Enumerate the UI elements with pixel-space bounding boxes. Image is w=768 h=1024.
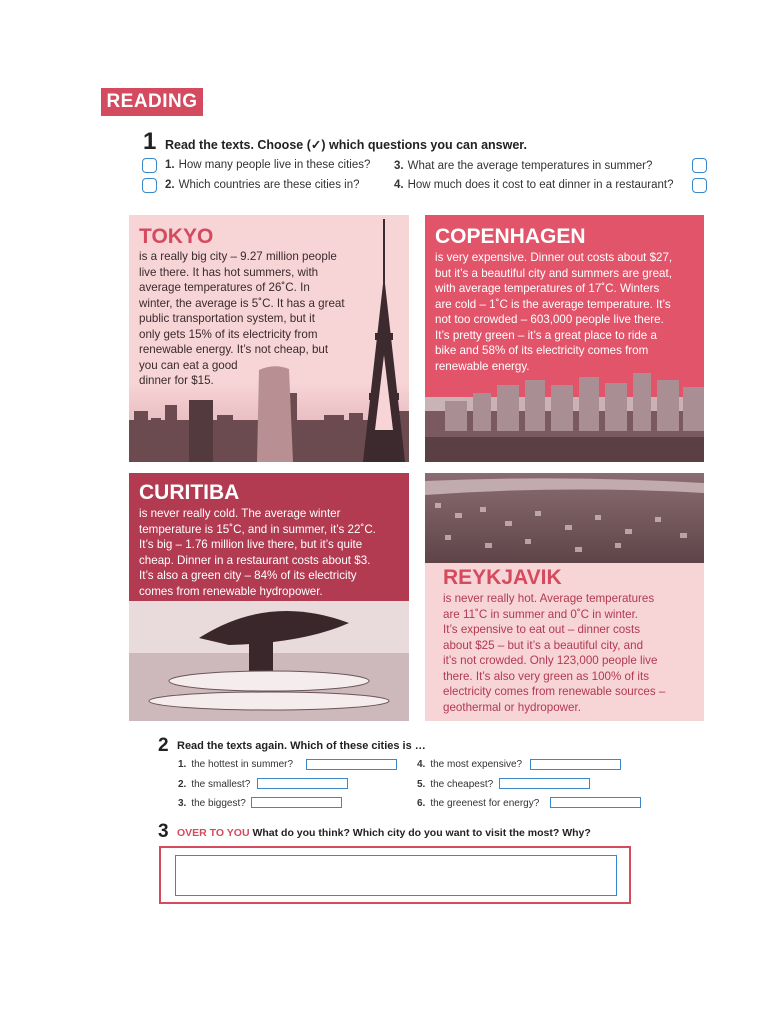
ex2-question-1: 1. the hottest in summer? [178,759,294,770]
copenhagen-panel [425,215,704,462]
ex2-answer-1-field[interactable] [306,759,397,770]
ex2-question-6: 6. the greenest for energy? [417,798,540,809]
question-4: 4. How much does it cost to eat dinner in a restaurant? [394,179,674,191]
question-4-checkbox[interactable] [692,178,707,193]
reykjavik-title: REYKJAVIK [443,566,562,589]
ex2-answer-3-field[interactable] [251,797,342,808]
tokyo-title: TOKYO [139,225,214,248]
section-label: READING [101,88,203,116]
ex2-answer-2-field[interactable] [257,778,348,789]
exercise-3-answer-field[interactable] [175,855,617,896]
exercise-3-prompt [177,827,591,839]
tokyo-panel [129,215,409,462]
curitiba-panel [129,473,409,721]
ex2-question-3: 3. the biggest? [178,798,246,809]
question-1-checkbox[interactable] [142,158,157,173]
question-2: 2. Which countries are these cities in? [165,179,360,191]
question-2-checkbox[interactable] [142,178,157,193]
copenhagen-text: is very expensive. Dinner out costs about $27, but it’s a beautiful city and summers are great, with average temperatures of 17˚C. Winters are cold – 1˚C is the average temperature. It’s not too crowded – 603,000 people live there. It’s pretty green – it’s a great place to ride a bike and 58% of its electricity comes from renewable energy. [435,251,673,373]
exercise-3-instruction: What do you think? Which city do you want to visit the most? Why? [252,827,591,839]
exercise-3-answer-frame [159,846,631,904]
curitiba-text: is never really cold. The average winter temperature is 15˚C, and in summer, it’s 22˚C. It’s big – 1.76 million live there, but it’s quite cheap. Dinner in a restaurant costs about $3. It’s also a green city – 84% of its electricity comes from renewable hydropower. [139,507,376,598]
copenhagen-title: COPENHAGEN [435,225,586,248]
exercise-2-number: 2 [158,735,169,756]
question-3-checkbox[interactable] [692,158,707,173]
exercise-2-instruction: Read the texts again. Which of these cities is … [177,740,426,752]
exercise-3-number: 3 [158,821,169,842]
ex2-question-4: 4. the most expensive? [417,759,523,770]
over-to-you-label: OVER TO YOU [177,827,250,839]
exercise-1-instruction: Read the texts. Choose (✓) which questions you can answer. [165,138,527,152]
ex2-question-5: 5. the cheapest? [417,779,494,790]
exercise-1-number: 1 [143,128,157,155]
curitiba-title: CURITIBA [139,481,240,504]
ex2-question-2: 2. the smallest? [178,779,251,790]
question-3: 3. What are the average temperatures in summer? [394,160,653,172]
reykjavik-panel [425,473,704,721]
ex2-answer-6-field[interactable] [550,797,641,808]
tokyo-text: is a really big city – 9.27 million people live there. It has hot summers, with average temperatures of 26˚C. In winter, the average is 5˚C. It has a great public transportation system, but it only gets 15% of its electricity from renewable energy. It’s not cheap, but you can eat a good dinner for $15. [139,250,345,387]
reykjavik-text: is never really hot. Average temperatures are 11˚C in summer and 0˚C in winter. It’s expensive to eat out – dinner costs about $25 – but it’s a beautiful city, and it’s not crowded. Only 123,000 people live there. It’s also very green as 100% of its electricity comes from renewable sources – geothermal or hydropower. [443,592,666,714]
ex2-answer-5-field[interactable] [499,778,590,789]
ex2-answer-4-field[interactable] [530,759,621,770]
question-1: 1. How many people live in these cities? [165,159,371,171]
